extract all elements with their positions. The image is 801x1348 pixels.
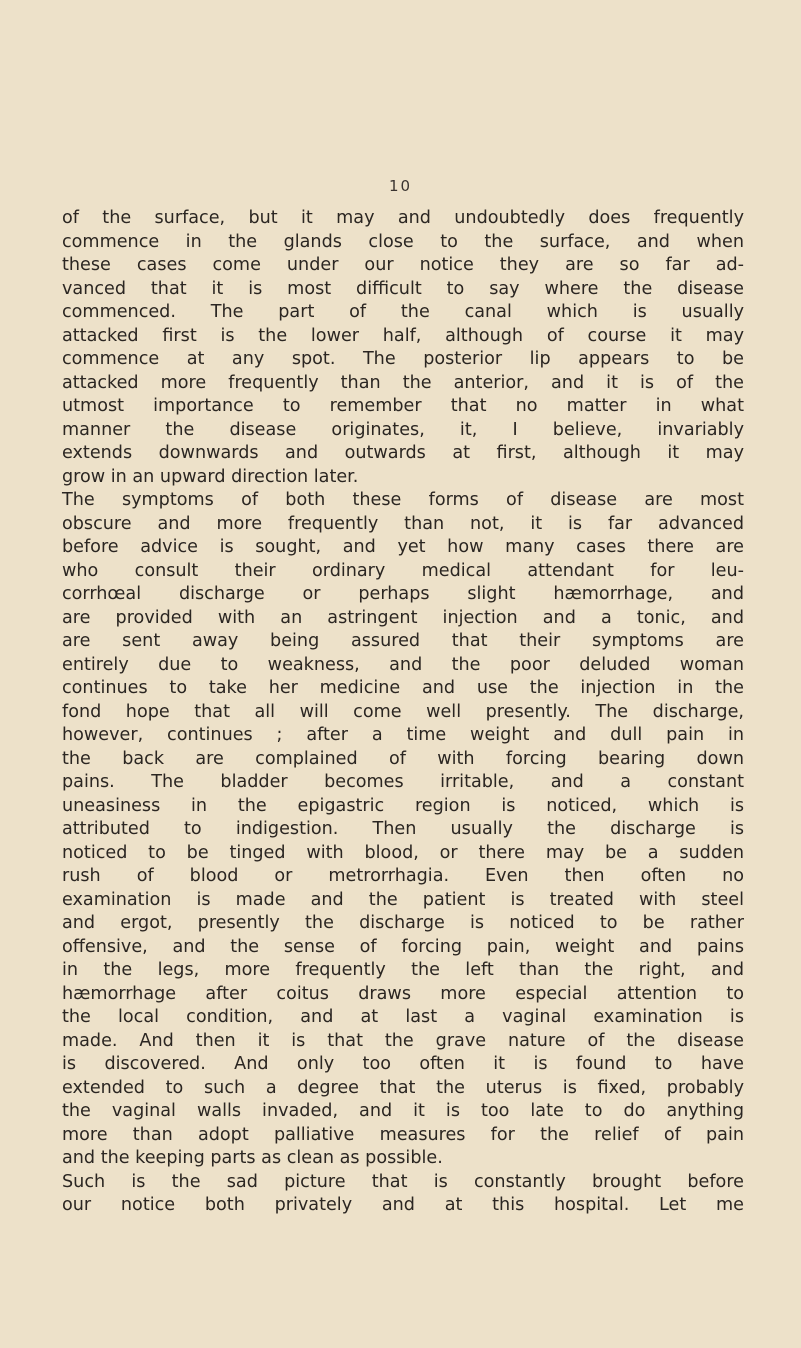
text-line: offensive, and the sense of forcing pain, weight and pains xyxy=(62,936,744,957)
text-line: vanced that it is most difficult to say where the disease xyxy=(62,278,744,299)
body-text xyxy=(62,207,744,1218)
text-line: the local condition, and at last a vaginal examination is xyxy=(62,1007,744,1027)
text-line: manner the disease originates, it, I believe, invariably xyxy=(62,419,744,440)
text-line: and the keeping parts as clean as possible. xyxy=(62,1148,443,1168)
text-line: attacked first is the lower half, although of course it may xyxy=(62,325,744,346)
text-line: the back are complained of with forcing bearing down xyxy=(62,748,744,769)
page-number: 10 xyxy=(388,177,413,195)
text-line: made. And then it is that the grave nature of the disease xyxy=(62,1030,744,1051)
text-line: extended to such a degree that the uterus is fixed, probably xyxy=(62,1077,744,1098)
text-line: continues to take her medicine and use the injection in the xyxy=(62,678,744,698)
text-line: pains. The bladder becomes irritable, and a constant xyxy=(62,772,744,792)
text-line: is discovered. And only too often it is found to have xyxy=(62,1054,744,1074)
text-line: however, continues ; after a time weight and dull pain in xyxy=(62,725,744,745)
text-line: grow in an upward direction later. xyxy=(62,466,359,487)
text-line: uneasiness in the epigastric region is noticed, which is xyxy=(62,795,744,816)
text-line: obscure and more frequently than not, it is far advanced xyxy=(62,513,744,534)
text-line: commenced. The part of the canal which is usually xyxy=(62,302,744,322)
text-line: extends downwards and outwards at first, although it may xyxy=(62,443,744,463)
text-line: corrhœal discharge or perhaps slight hæmorrhage, and xyxy=(62,584,744,604)
text-line: in the legs, more frequently the left than the right, and xyxy=(62,960,744,980)
text-line: rush of blood or metrorrhagia. Even then often no xyxy=(62,866,744,886)
text-line: Such is the sad picture that is constantly brought before xyxy=(62,1171,744,1192)
text-line: attributed to indigestion. Then usually the discharge is xyxy=(62,819,744,839)
text-line: of the surface, but it may and undoubtedly does frequently xyxy=(62,208,744,228)
text-line: examination is made and the patient is treated with steel xyxy=(62,889,744,910)
text-line: are sent away being assured that their symptoms are xyxy=(62,631,744,651)
text-line: The symptoms of both these forms of disease are most xyxy=(62,490,744,510)
text-line: and ergot, presently the discharge is noticed to be rather xyxy=(62,913,744,933)
text-line: who consult their ordinary medical attendant for leu- xyxy=(62,560,744,581)
text-line: commence at any spot. The posterior lip appears to be xyxy=(62,349,744,369)
text-line: more than adopt palliative measures for the relief of pain xyxy=(62,1124,744,1145)
text-line: noticed to be tinged with blood, or there may be a sudden xyxy=(62,842,744,863)
text-line: the vaginal walls invaded, and it is too late to do anything xyxy=(62,1101,744,1121)
text-line: attacked more frequently than the anterior, and it is of the xyxy=(62,372,744,393)
text-line: entirely due to weakness, and the poor deluded woman xyxy=(62,654,744,675)
text-line: fond hope that all will come well presently. The discharge, xyxy=(62,701,744,722)
text-line: hæmorrhage after coitus draws more especial attention to xyxy=(62,983,744,1004)
text-line: are provided with an astringent injection and a tonic, and xyxy=(62,607,744,628)
text-line: these cases come under our notice they are so far ad- xyxy=(62,255,744,275)
text-line: utmost importance to remember that no matter in what xyxy=(62,396,744,416)
text-line: before advice is sought, and yet how many cases there are xyxy=(62,537,744,557)
text-line: commence in the glands close to the surface, and when xyxy=(62,231,744,252)
text-line: our notice both privately and at this hospital. Let me xyxy=(62,1195,744,1215)
